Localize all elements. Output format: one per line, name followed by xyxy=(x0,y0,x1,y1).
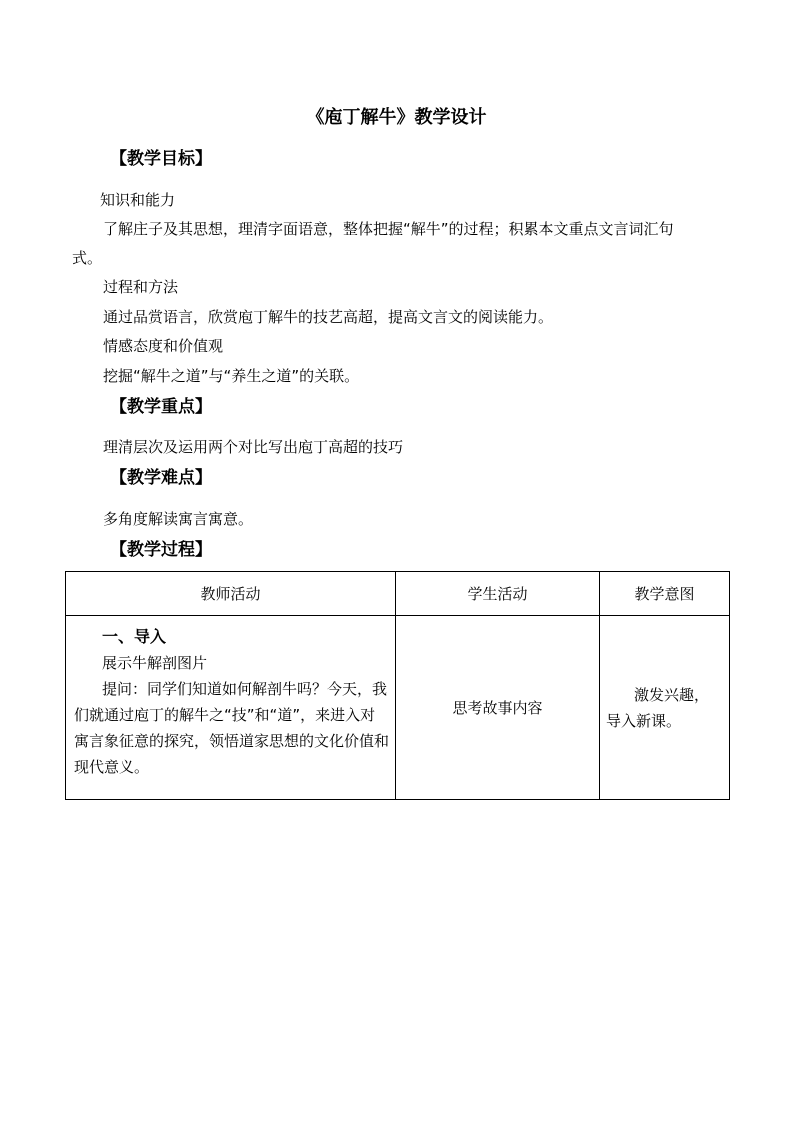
process-label: 过程和方法 xyxy=(103,278,179,296)
header-teaching-intent: 教学意图 xyxy=(600,572,730,616)
difficulty-heading: 【教学难点】 xyxy=(110,468,212,488)
page-title: 《庖丁解牛》教学设计 xyxy=(306,107,487,128)
teacher-activity-cell xyxy=(66,616,396,800)
teacher-activity-line1: 展示牛解剖图片 xyxy=(102,654,208,672)
student-activity-cell: 思考故事内容 xyxy=(396,616,600,800)
key-text: 理清层次及运用两个对比写出庖丁高超的技巧 xyxy=(103,438,404,456)
emotion-text: 挖掘“解牛之道”与“养生之道”的关联。 xyxy=(103,367,360,385)
difficulty-text: 多角度解读寓言寓意。 xyxy=(103,510,254,528)
knowledge-text-line1: 了解庄子及其思想，理清字面语意，整体把握“解牛”的过程；积累本文重点文言词汇句 xyxy=(103,220,674,238)
teacher-activity-line2: 提问：同学们知道如何解剖牛吗？今天，我们就通过庖丁的解牛之“技”和“道”，来进入对寓言象征意的探究，领悟道家思想的文化价值和现代意义。 xyxy=(74,680,390,776)
procedure-table xyxy=(65,571,730,800)
process-text: 通过品赏语言，欣赏庖丁解牛的技艺高超，提高文言文的阅读能力。 xyxy=(103,308,554,326)
table-header-row xyxy=(66,572,730,616)
knowledge-label: 知识和能力 xyxy=(100,191,176,209)
header-teacher-activity: 教师活动 xyxy=(66,572,396,616)
procedure-heading: 【教学过程】 xyxy=(110,540,212,560)
key-heading: 【教学重点】 xyxy=(110,397,212,417)
table-row xyxy=(66,616,730,800)
objectives-heading: 【教学目标】 xyxy=(110,149,212,169)
emotion-label: 情感态度和价值观 xyxy=(103,337,224,355)
teaching-intent-cell: 激发兴趣，导入新课。 xyxy=(600,616,730,800)
teacher-activity-title: 一、导入 xyxy=(102,627,167,646)
knowledge-text-line2: 式。 xyxy=(72,249,103,267)
header-student-activity: 学生活动 xyxy=(396,572,600,616)
